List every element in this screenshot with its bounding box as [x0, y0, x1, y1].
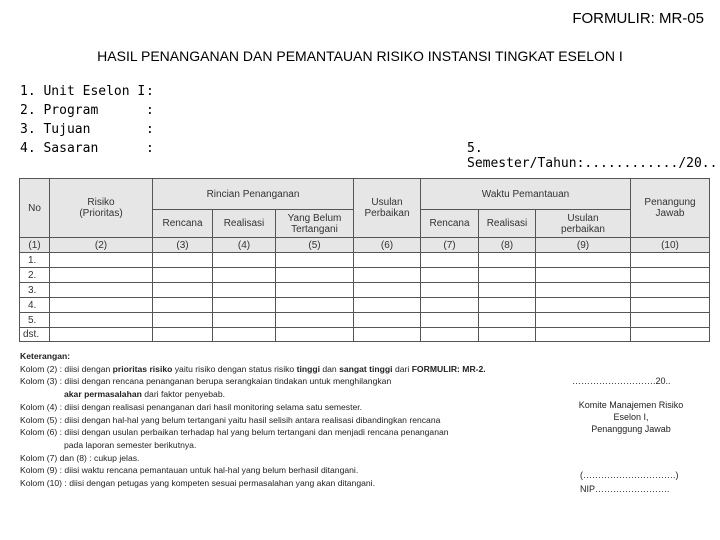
- field-tujuan: 3. Tujuan: [20, 122, 91, 137]
- col-number: (4): [213, 238, 276, 253]
- field-sasaran-colon: :: [146, 141, 154, 156]
- table-row: [20, 313, 710, 328]
- col-number: (9): [536, 238, 631, 253]
- signature-name: (………………………….): [580, 470, 679, 480]
- header-usulan-perbaikan: [354, 179, 421, 238]
- note-line: Kolom (7) dan (8) : cukup jelas.: [20, 452, 140, 463]
- header-rincian: Rincian Penanganan: [153, 179, 354, 210]
- col-number: (10): [631, 238, 710, 253]
- header-belum-label: Yang Belum: [287, 212, 342, 224]
- semester-field: 5. Semester/Tahun:............/20..: [467, 141, 718, 171]
- note-line: pada laporan semester berikutnya.: [64, 439, 197, 450]
- header-rencana: Rencana: [153, 210, 213, 238]
- notes-section: [20, 350, 486, 490]
- header-penanggung-jawab: [631, 179, 710, 238]
- note-line: Kolom (5) : diisi dengan hal-hal yang belum tertangani yaitu hasil selisih antara realisasi dibandingkan rencana: [20, 414, 441, 425]
- note-line: Kolom (2) : diisi dengan prioritas risiko yaitu risiko dengan status risiko tinggi dan sangat tinggi dari FORMULIR: MR-2.: [20, 363, 486, 374]
- note-line: Kolom (4) : diisi dengan realisasi penanganan dari hasil monitoring selama satu semester.: [20, 401, 363, 412]
- header-waktu-realisasi: Realisasi: [479, 210, 536, 238]
- note-line: Kolom (10) : diisi dengan petugas yang kompeten sesuai permasalahan yang akan ditangani.: [20, 478, 375, 489]
- header-no: No: [20, 179, 50, 238]
- table-row: [20, 253, 710, 268]
- note-line: Kolom (3) : diisi dengan rencana penanganan berupa serangkaian tindakan untuk menghilangkan: [20, 376, 392, 387]
- col-number: (7): [421, 238, 479, 253]
- committee-line: Eselon I,: [613, 412, 649, 422]
- col-number: (3): [153, 238, 213, 253]
- header-waktu: Waktu Pemantauan: [421, 179, 631, 210]
- row-number: 5.: [20, 313, 50, 328]
- header-usulan-label: Usulan: [371, 197, 403, 208]
- table-row: [20, 328, 710, 342]
- header-belum-tertangani: [276, 210, 354, 238]
- col-number: (2): [50, 238, 153, 253]
- header-waktu-usulan-label: Usulan: [567, 212, 599, 224]
- risk-table: [19, 178, 710, 342]
- note-line: akar permasalahan dari faktor penyebab.: [64, 389, 226, 400]
- header-risiko-sub: (Prioritas): [79, 208, 123, 219]
- col-number: (1): [20, 238, 50, 253]
- row-number: 2.: [20, 268, 50, 283]
- note-line: Kolom (6) : diisi dengan usulan perbaikan terhadap hal yang belum tertangani dan menjadi rencana penanganan: [20, 427, 449, 438]
- row-number: 1.: [20, 253, 50, 268]
- committee-line: Penanggung Jawab: [591, 424, 671, 434]
- row-number: dst.: [20, 328, 50, 342]
- col-number: (5): [276, 238, 354, 253]
- field-program-colon: :: [146, 103, 154, 118]
- field-program: 2. Program: [20, 103, 99, 118]
- table-row: [20, 283, 710, 298]
- header-usulan-sub: Perbaikan: [364, 208, 410, 219]
- header-waktu-usulan-sub: perbaikan: [561, 223, 605, 235]
- field-sasaran: 4. Sasaran: [20, 141, 99, 156]
- signature-date: ……………………….20..: [572, 376, 671, 386]
- header-belum-sub: Tertangani: [291, 223, 338, 235]
- header-pj-label: Penangung: [644, 197, 696, 208]
- page-title: HASIL PENANGANAN DAN PEMANTAUAN RISIKO INSTANSI TINGKAT ESELON I: [97, 48, 623, 64]
- note-line: Kolom (9) : diisi waktu rencana pemantauan untuk hal-hal yang belum berhasil ditangani.: [20, 465, 359, 476]
- header-risiko-label: Risiko: [87, 197, 115, 208]
- col-number: (8): [479, 238, 536, 253]
- col-number: (6): [354, 238, 421, 253]
- header-risiko: [50, 179, 153, 238]
- notes-title: Keterangan:: [20, 351, 71, 361]
- field-unit-eselon-colon: :: [146, 84, 154, 99]
- column-number-row: [20, 238, 710, 253]
- header-waktu-rencana: Rencana: [421, 210, 479, 238]
- table-row: [20, 298, 710, 313]
- row-number: 4.: [20, 298, 50, 313]
- signature-nip: NIP…………………….: [580, 484, 670, 494]
- form-code: FORMULIR: MR-05: [572, 10, 704, 27]
- table-row: [20, 268, 710, 283]
- field-tujuan-colon: :: [146, 122, 154, 137]
- committee-line: Komite Manajemen Risiko: [578, 400, 684, 410]
- header-realisasi: Realisasi: [213, 210, 276, 238]
- field-unit-eselon: 1. Unit Eselon I: [20, 84, 146, 99]
- header-waktu-usulan: [536, 210, 631, 238]
- row-number: 3.: [20, 283, 50, 298]
- signature-committee: [562, 399, 700, 435]
- header-pj-sub: Jawab: [655, 208, 685, 219]
